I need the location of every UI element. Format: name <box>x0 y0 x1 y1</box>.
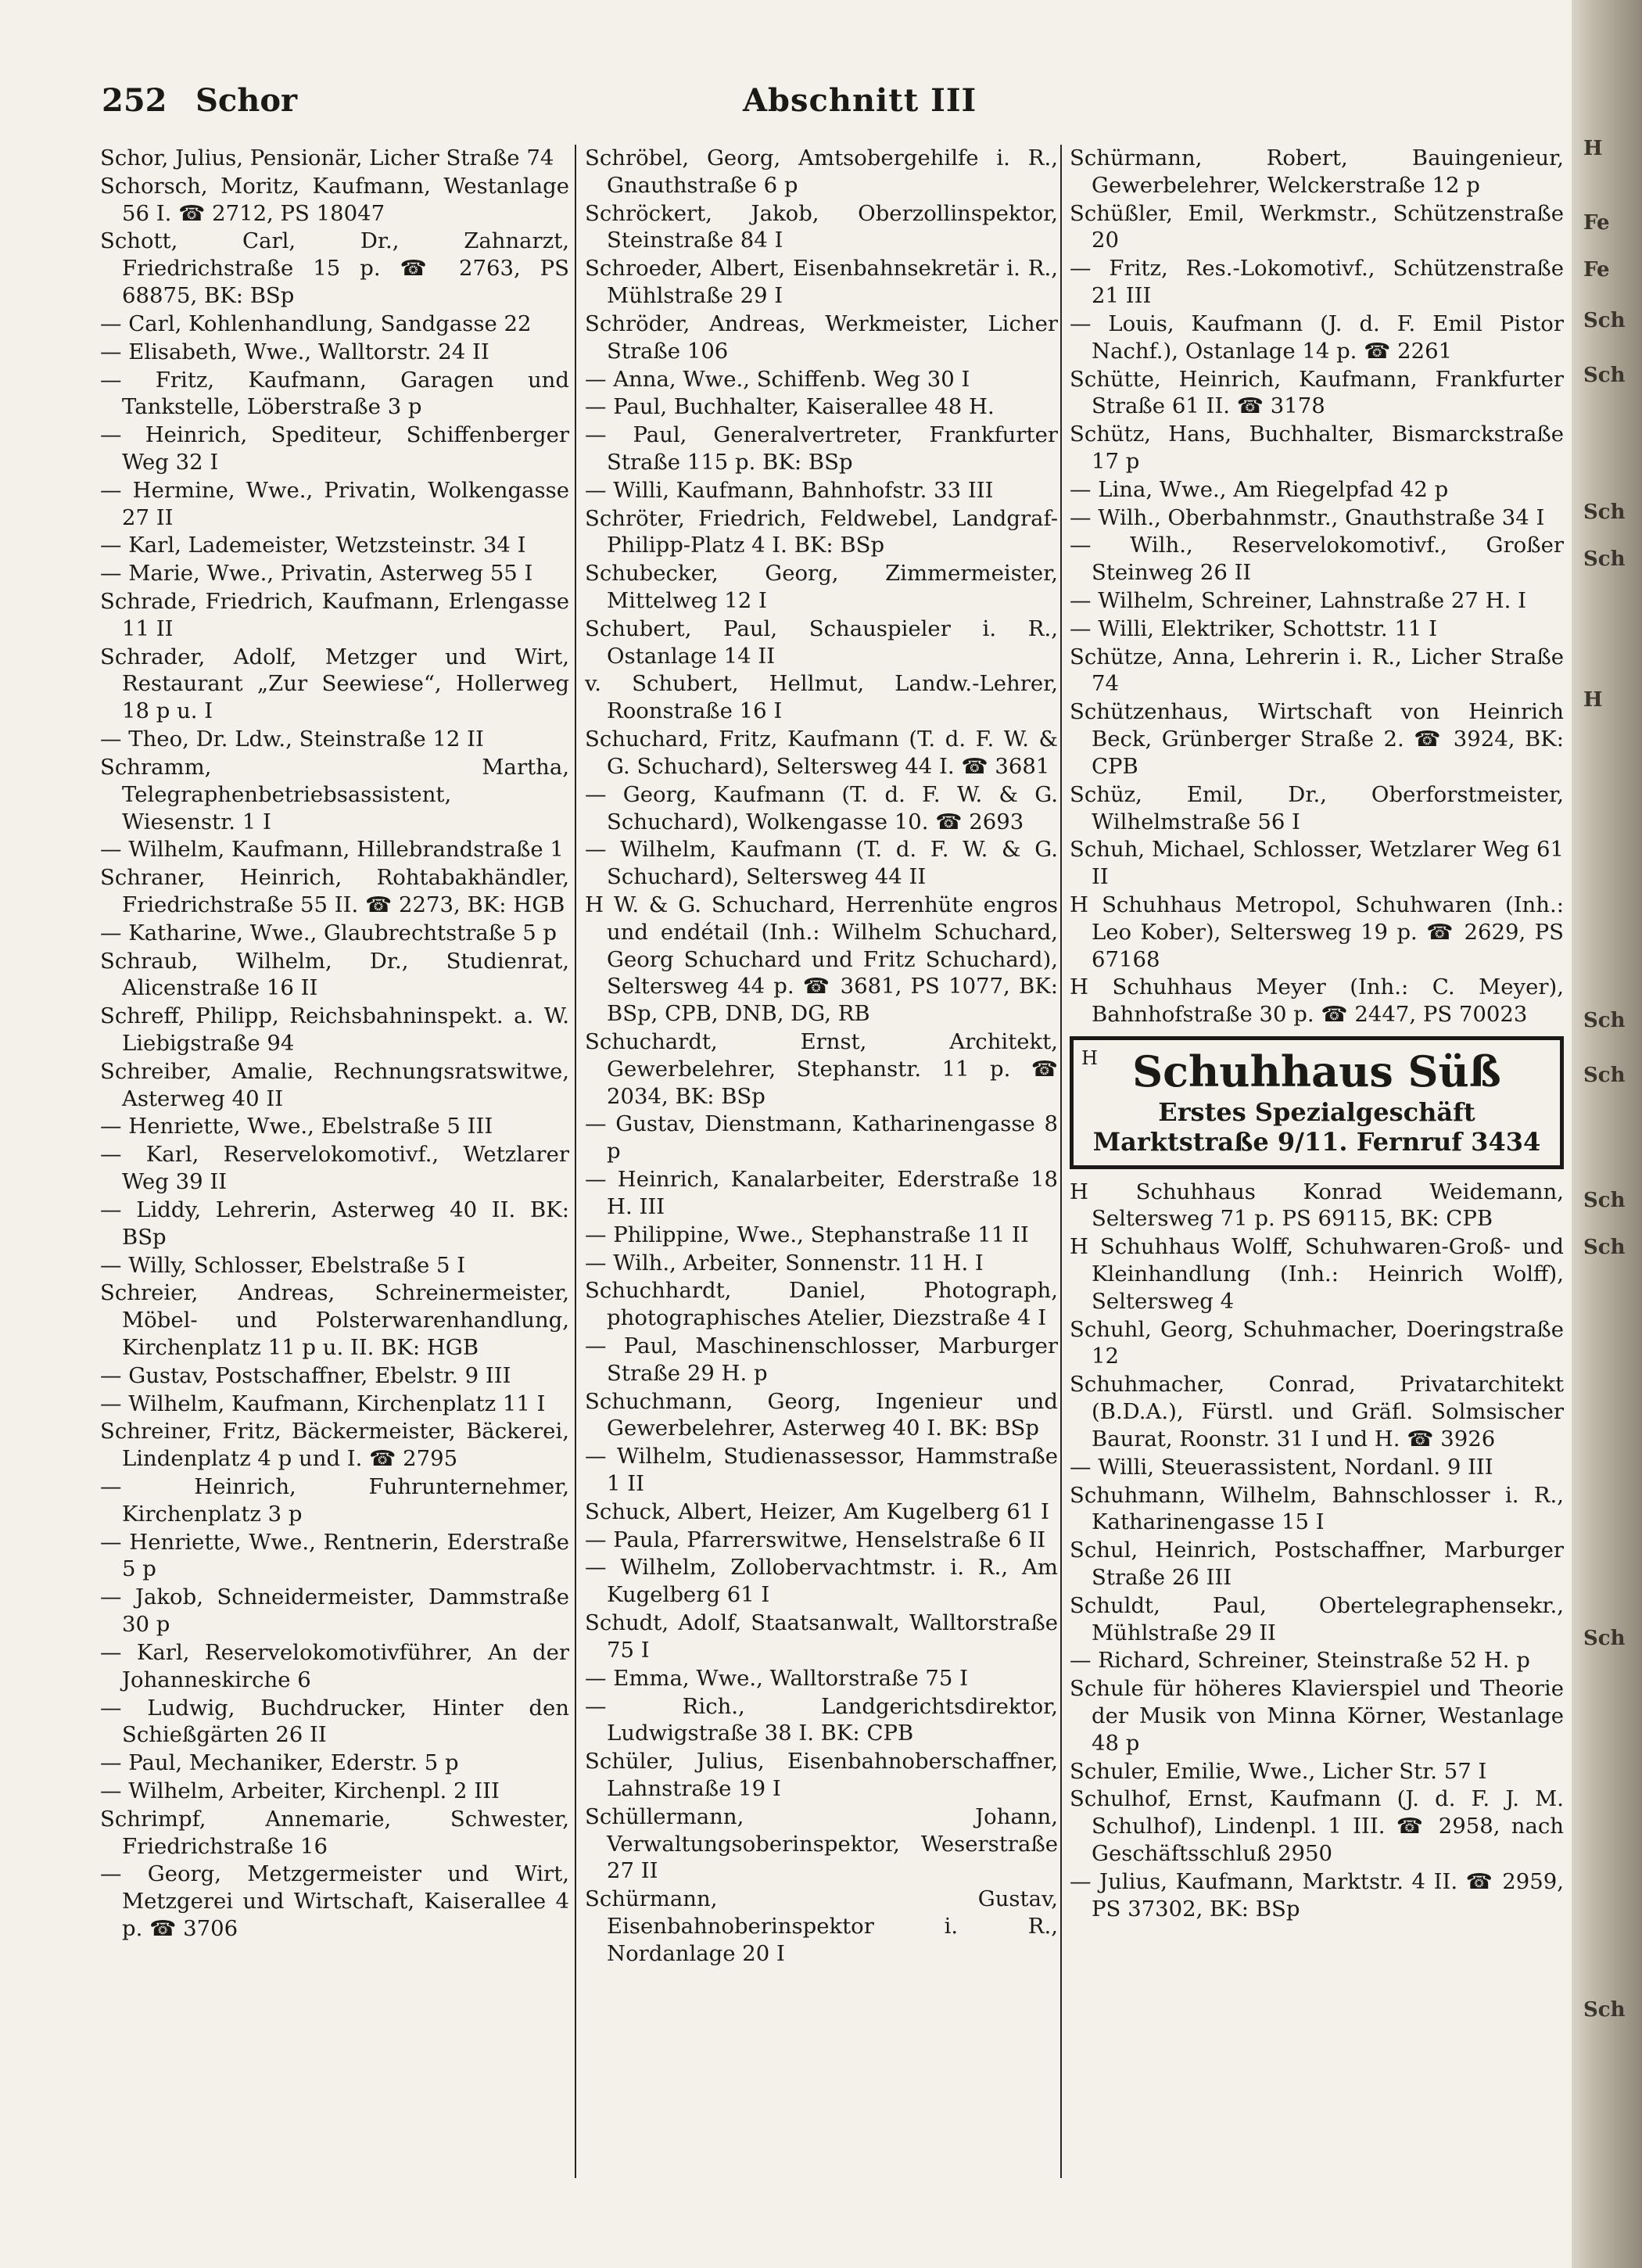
directory-entry: — Karl, Reservelokomotivführer, An der Johanneskirche 6 <box>100 1639 569 1692</box>
directory-entry: Schubert, Paul, Schauspieler i. R., Ostanlage 14 II <box>585 615 1058 669</box>
directory-entry: — Wilhelm, Kaufmann, Hillebrandstraße 1 <box>100 837 564 863</box>
directory-entry: — Paula, Pfarrerswitwe, Henselstraße 6 II <box>585 1527 1046 1552</box>
directory-entry: Schürmann, Robert, Bauingenieur, Gewerbelehrer, Welckerstraße 12 p <box>1070 145 1564 198</box>
section-title: Abschnitt III <box>743 82 977 119</box>
directory-entry: Schütze, Anna, Lehrerin i. R., Licher Straße 74 <box>1070 644 1564 697</box>
directory-entry: Schröder, Andreas, Werkmeister, Licher Straße 106 <box>585 310 1058 364</box>
directory-entry: — Heinrich, Spediteur, Schiffenberger Weg 32 I <box>100 422 569 475</box>
margin-fragment: Sch <box>1583 309 1626 332</box>
directory-entry: Schule für höheres Klavierspiel und Theorie der Musik von Minna Körner, Westanlage 48 p <box>1070 1676 1564 1756</box>
directory-entry: — Wilhelm, Kaufmann (T. d. F. W. & G. Schuchard), Seltersweg 44 II <box>585 837 1058 890</box>
directory-entry: Schreiner, Fritz, Bäckermeister, Bäckerei, Lindenplatz 4 p und I. ☎ 2795 <box>100 1419 569 1472</box>
directory-entry: — Willi, Elektriker, Schottstr. 11 I <box>1070 615 1438 641</box>
directory-entry: Schudt, Adolf, Staatsanwalt, Walltorstraße 75 I <box>585 1610 1058 1663</box>
directory-entry: H Schuhhaus Meyer (Inh.: C. Meyer), Bahnhofstraße 30 p. ☎ 2447, PS 70023 <box>1070 974 1564 1028</box>
directory-entry: — Wilh., Arbeiter, Sonnenstr. 11 H. I <box>585 1250 984 1276</box>
directory-entry: Schüz, Emil, Dr., Oberforstmeister, Wilhelmstraße 56 I <box>1070 781 1564 834</box>
column-3-top <box>1070 145 1564 1028</box>
directory-entry: — Willi, Steuerassistent, Nordanl. 9 III <box>1070 1454 1493 1480</box>
directory-entry: Schuchardt, Ernst, Architekt, Gewerbelehrer, Stephanstr. 11 p. ☎ 2034, BK: BSp <box>585 1029 1058 1109</box>
directory-entry: — Willi, Kaufmann, Bahnhofstr. 33 III <box>585 477 994 503</box>
directory-entry: — Hermine, Wwe., Privatin, Wolkengasse 27 II <box>100 477 569 530</box>
directory-entry: — Paul, Generalvertreter, Frankfurter Straße 115 p. BK: BSp <box>585 422 1058 475</box>
directory-entry: — Fritz, Kaufmann, Garagen und Tankstelle, Löberstraße 3 p <box>100 367 569 420</box>
directory-entry: Schreff, Philipp, Reichsbahninspekt. a. W. Liebigstraße 94 <box>100 1003 569 1056</box>
directory-entry: — Jakob, Schneidermeister, Dammstraße 30 p <box>100 1584 569 1638</box>
directory-entry: Schütz, Hans, Buchhalter, Bismarckstraße 17 p <box>1070 422 1564 474</box>
directory-entry: Schraner, Heinrich, Rohtabakhändler, Friedrichstraße 55 II. ☎ 2273, BK: HGB <box>100 865 569 917</box>
directory-entry: H Schuhhaus Konrad Weidemann, Seltersweg 71 p. PS 69115, BK: CPB <box>1070 1179 1564 1232</box>
directory-entry: — Wilhelm, Studienassessor, Hammstraße 1 II <box>585 1444 1058 1496</box>
directory-entry: — Philippine, Wwe., Stephanstraße 11 II <box>585 1222 1029 1247</box>
margin-fragment: H <box>1583 688 1603 712</box>
directory-entry: — Henriette, Wwe., Rentnerin, Ederstraße 5 p <box>100 1529 569 1582</box>
directory-entry: H Schuhhaus Wolff, Schuhwaren-Groß- und Kleinhandlung (Inh.: Heinrich Wolff), Seltersweg 4 <box>1070 1234 1564 1314</box>
directory-entry: Schorsch, Moritz, Kaufmann, Westanlage 56 I. ☎ 2712, PS 18047 <box>100 173 569 226</box>
directory-entry: — Paul, Buchhalter, Kaiserallee 48 H. <box>585 394 995 420</box>
directory-entry: — Emma, Wwe., Walltorstraße 75 I <box>585 1665 968 1691</box>
page-number: 252 <box>102 82 167 119</box>
ad-tagline: Erstes Spezialgeschäft <box>1158 1096 1475 1127</box>
directory-entry: Schuldt, Paul, Obertelegraphensekr., Mühlstraße 29 II <box>1070 1592 1564 1645</box>
directory-entry: — Wilhelm, Kaufmann, Kirchenplatz 11 I <box>100 1391 546 1416</box>
ad-name: Schuhhaus Süß <box>1132 1046 1501 1096</box>
margin-fragment: Sch <box>1583 501 1626 524</box>
directory-entry: — Gustav, Dienstmann, Katharinengasse 8 p <box>585 1111 1058 1165</box>
directory-entry: Schürmann, Gustav, Eisenbahnoberinspektor i. R., Nordanlage 20 I <box>585 1886 1058 1966</box>
directory-entry: Schrimpf, Annemarie, Schwester, Friedrichstraße 16 <box>100 1806 569 1859</box>
directory-entry: — Ludwig, Buchdrucker, Hinter den Schießgärten 26 II <box>100 1695 569 1748</box>
directory-entry: Schützenhaus, Wirtschaft von Heinrich Beck, Grünberger Straße 2. ☎ 3924, BK: CPB <box>1070 699 1564 779</box>
margin-fragment: Sch <box>1583 1627 1626 1650</box>
directory-entry: Schröbel, Georg, Amtsobergehilfe i. R., Gnauthstraße 6 p <box>585 145 1058 198</box>
directory-entry: Schraub, Wilhelm, Dr., Studienrat, Alicenstraße 16 II <box>100 948 569 1001</box>
directory-entry: Schuh, Michael, Schlosser, Wetzlarer Weg 61 II <box>1070 837 1564 890</box>
column-divider <box>1060 145 1062 2178</box>
directory-entry: Schul, Heinrich, Postschaffner, Marburger Straße 26 III <box>1070 1538 1564 1590</box>
directory-entry: H Schuhhaus Metropol, Schuhwaren (Inh.: Leo Kober), Seltersweg 19 p. ☎ 2629, PS 67168 <box>1070 892 1564 972</box>
directory-entry: — Katharine, Wwe., Glaubrechtstraße 5 p <box>100 920 557 946</box>
directory-entry: Schrade, Friedrich, Kaufmann, Erlengasse 11 II <box>100 589 569 641</box>
directory-entry: Schuchard, Fritz, Kaufmann (T. d. F. W. & G. Schuchard), Seltersweg 44 I. ☎ 3681 <box>585 727 1058 779</box>
directory-entry: v. Schubert, Hellmut, Landw.-Lehrer, Roonstraße 16 I <box>585 671 1058 724</box>
directory-entry: Schuchmann, Georg, Ingenieur und Gewerbelehrer, Asterweg 40 I. BK: BSp <box>585 1388 1058 1441</box>
directory-entry: Schulhof, Ernst, Kaufmann (J. d. F. J. M. Schulhof), Lindenpl. 1 III. ☎ 2958, nach Geschäftsschluß 2950 <box>1070 1786 1564 1867</box>
directory-entry: — Henriette, Wwe., Ebelstraße 5 III <box>100 1114 493 1139</box>
directory-entry: Schreiber, Amalie, Rechnungsratswitwe, Asterweg 40 II <box>100 1058 569 1111</box>
directory-entry: — Georg, Kaufmann (T. d. F. W. & G. Schuchard), Wolkengasse 10. ☎ 2693 <box>585 781 1058 834</box>
directory-entry: — Wilh., Reservelokomotivf., Großer Steinweg 26 II <box>1070 533 1564 586</box>
directory-entry: Schröter, Friedrich, Feldwebel, Landgraf-Philipp-Platz 4 I. BK: BSp <box>585 505 1058 558</box>
directory-entry: Schubecker, Georg, Zimmermeister, Mittelweg 12 I <box>585 561 1058 613</box>
page-header <box>102 82 1556 137</box>
directory-entry: — Wilhelm, Zollobervachtmstr. i. R., Am Kugelberg 61 I <box>585 1555 1058 1608</box>
directory-entry: Schroeder, Albert, Eisenbahnsekretär i. R., Mühlstraße 29 I <box>585 256 1058 309</box>
directory-entry: Schüllermann, Johann, Verwaltungsoberinspektor, Weserstraße 27 II <box>585 1803 1058 1884</box>
directory-entry: — Theo, Dr. Ldw., Steinstraße 12 II <box>100 727 484 752</box>
directory-entry: — Heinrich, Kanalarbeiter, Ederstraße 18 H. III <box>585 1167 1058 1219</box>
book-binding-edge <box>1572 0 1642 2268</box>
directory-entry: Schott, Carl, Dr., Zahnarzt, Friedrichstraße 15 p. ☎ 2763, PS 68875, BK: BSp <box>100 228 569 309</box>
directory-entry: — Paul, Maschinenschlosser, Marburger Straße 29 H. p <box>585 1333 1058 1386</box>
column-3-bottom <box>1070 1179 1564 1923</box>
margin-fragment: Sch <box>1583 1236 1626 1259</box>
directory-entry: — Lina, Wwe., Am Riegelpfad 42 p <box>1070 476 1449 502</box>
directory-entry: — Carl, Kohlenhandlung, Sandgasse 22 <box>100 310 532 336</box>
column-1 <box>100 145 569 2256</box>
directory-entry: — Willy, Schlosser, Ebelstraße 5 I <box>100 1252 466 1278</box>
column-divider <box>575 145 576 2178</box>
directory-entry: — Gustav, Postschaffner, Ebelstr. 9 III <box>100 1362 511 1388</box>
margin-fragment: Sch <box>1583 1064 1626 1087</box>
margin-fragment: Fe <box>1583 211 1610 235</box>
running-head: Schor <box>195 82 298 119</box>
directory-entry: — Rich., Landgerichtsdirektor, Ludwigstraße 38 I. BK: CPB <box>585 1693 1058 1746</box>
directory-entry: — Wilhelm, Schreiner, Lahnstraße 27 H. I <box>1070 588 1526 613</box>
directory-entry: — Karl, Lademeister, Wetzsteinstr. 34 I <box>100 533 526 558</box>
directory-entry: — Julius, Kaufmann, Marktstr. 4 II. ☎ 2959, PS 37302, BK: BSp <box>1070 1868 1564 1922</box>
directory-entry: — Paul, Mechaniker, Ederstr. 5 p <box>100 1750 459 1776</box>
directory-entry: — Wilhelm, Arbeiter, Kirchenpl. 2 III <box>100 1778 500 1803</box>
directory-entry: — Marie, Wwe., Privatin, Asterweg 55 I <box>100 561 533 587</box>
margin-fragment: Fe <box>1583 258 1610 282</box>
directory-entry: Schüler, Julius, Eisenbahnoberschaffner, Lahnstraße 19 I <box>585 1749 1058 1801</box>
directory-entry: — Louis, Kaufmann (J. d. F. Emil Pistor Nachf.), Ostanlage 14 p. ☎ 2261 <box>1070 310 1564 364</box>
directory-entry: Schramm, Martha, Telegraphenbetriebsassistent, Wiesenstr. 1 I <box>100 754 569 834</box>
margin-fragment: Sch <box>1583 1998 1626 2022</box>
margin-fragment: Sch <box>1583 1009 1626 1032</box>
margin-fragment: Sch <box>1583 1189 1626 1212</box>
directory-entry: — Fritz, Res.-Lokomotivf., Schützenstraße 21 III <box>1070 256 1564 309</box>
directory-entry: Schröckert, Jakob, Oberzollinspektor, Steinstraße 84 I <box>585 200 1058 253</box>
directory-entry: — Wilh., Oberbahnmstr., Gnauthstraße 34 I <box>1070 504 1545 530</box>
directory-entry: Schreier, Andreas, Schreinermeister, Möbel- und Polsterwarenhandlung, Kirchenplatz 11 p u. II. BK: HGB <box>100 1280 569 1360</box>
schuhhaus-suess-ad <box>1070 1036 1564 1169</box>
directory-entry: Schüßler, Emil, Werkmstr., Schützenstraße 20 <box>1070 200 1564 253</box>
directory-entry: Schuck, Albert, Heizer, Am Kugelberg 61 I <box>585 1498 1049 1524</box>
directory-entry: — Georg, Metzgermeister und Wirt, Metzgerei und Wirtschaft, Kaiserallee 4 p. ☎ 3706 <box>100 1861 569 1941</box>
directory-entry: Schütte, Heinrich, Kaufmann, Frankfurter Straße 61 II. ☎ 3178 <box>1070 366 1564 419</box>
margin-fragment: Sch <box>1583 547 1626 571</box>
column-2 <box>585 145 1058 2256</box>
margin-fragment: Sch <box>1583 364 1626 387</box>
directory-entry: Schuler, Emilie, Wwe., Licher Str. 57 I <box>1070 1758 1487 1784</box>
directory-entry: H W. & G. Schuchard, Herrenhüte engros und endétail (Inh.: Wilhelm Schuchard, Georg Schuchard und Fritz Schuchard), Seltersweg 44 p. ☎ 3681, PS 1077, BK: BSp, CPB, DNB, DG, RB <box>585 892 1058 1027</box>
directory-entry: Schuchhardt, Daniel, Photograph, photographisches Atelier, Diezstraße 4 I <box>585 1278 1058 1331</box>
ad-address: Marktstraße 9/11. Fernruf 3434 <box>1092 1127 1541 1157</box>
directory-entry: — Heinrich, Fuhrunternehmer, Kirchenplatz 3 p <box>100 1474 569 1527</box>
column-3 <box>1070 145 1564 2256</box>
directory-entry: — Liddy, Lehrerin, Asterweg 40 II. BK: BSp <box>100 1197 569 1250</box>
directory-entry: Schuhmacher, Conrad, Privatarchitekt (B.D.A.), Fürstl. und Gräfl. Solmsischer Baurat, Roonstr. 31 I und H. ☎ 3926 <box>1070 1372 1564 1452</box>
directory-entry: Schuhl, Georg, Schuhmacher, Doeringstraße 12 <box>1070 1316 1564 1369</box>
directory-entry: — Richard, Schreiner, Steinstraße 52 H. p <box>1070 1648 1530 1674</box>
directory-entry: Schuhmann, Wilhelm, Bahnschlosser i. R., Katharinengasse 15 I <box>1070 1482 1564 1535</box>
directory-entry: — Anna, Wwe., Schiffenb. Weg 30 I <box>585 366 970 392</box>
ad-marker: H <box>1081 1047 1098 1069</box>
directory-entry: Schrader, Adolf, Metzger und Wirt, Restaurant „Zur Seewiese“, Hollerweg 18 p u. I <box>100 644 569 724</box>
directory-entry: — Elisabeth, Wwe., Walltorstr. 24 II <box>100 339 489 364</box>
margin-fragment: H <box>1583 137 1603 160</box>
directory-entry: — Karl, Reservelokomotivf., Wetzlarer Weg 39 II <box>100 1142 569 1195</box>
directory-entry: Schor, Julius, Pensionär, Licher Straße 74 <box>100 145 554 170</box>
